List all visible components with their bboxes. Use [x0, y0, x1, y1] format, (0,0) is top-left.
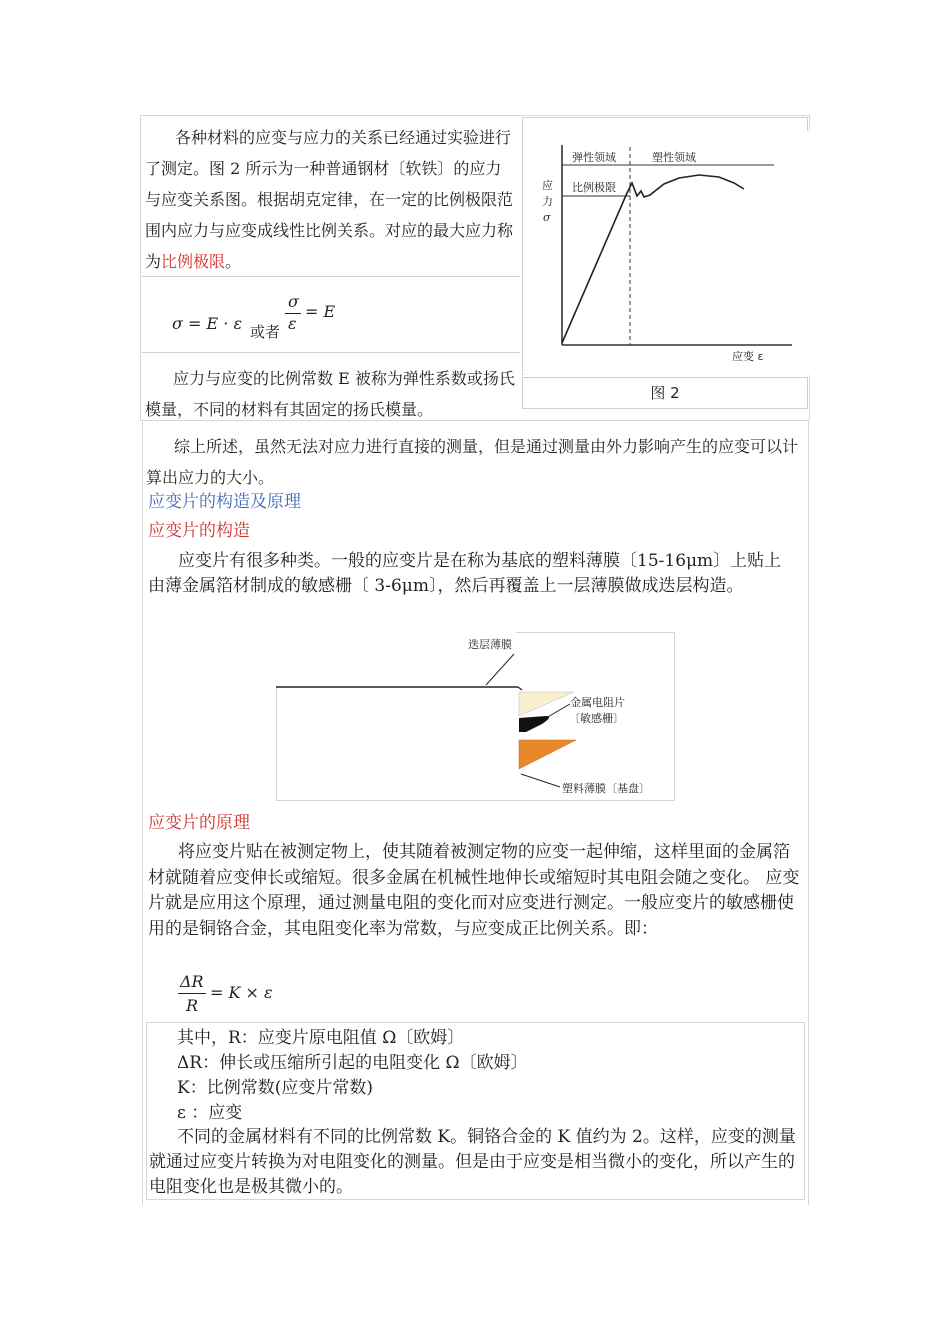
definition-r: 其中，R：应变片原电阻值 Ω〔欧姆〕 — [177, 1028, 465, 1048]
construction-heading: 应变片的构造 — [148, 521, 250, 541]
summary-paragraph: 综上所述，虽然无法对应力进行直接的测量，但是通过测量由外力影响产生的应变可以计算出应力的大小。 — [146, 437, 799, 487]
definition-k: K：比例常数(应变片常数) — [177, 1078, 373, 1098]
formula-or: 或者 — [250, 323, 281, 341]
label-elastic: 弹性领域 — [572, 151, 616, 164]
y-label-1: 应 — [542, 179, 553, 192]
figure2-caption: 图 2 — [650, 384, 680, 402]
resistance-formula — [178, 972, 318, 1020]
rf-num: ΔR — [180, 972, 204, 991]
intro-end: 。 — [225, 252, 242, 271]
formula-frac-num: σ — [288, 292, 299, 311]
x-label: 应变 ε — [732, 350, 764, 363]
content-left-border — [142, 422, 143, 1205]
label-metal-2: 〔敏感栅〕 — [569, 712, 624, 725]
intro-text: 各种材料的应变与应力的关系已经通过实验进行了测定。图 2 所示为一种普通钢材〔软铁〕的应力与应变关系图。根据胡克定律，在一定的比例极限范围内应力与应变成线性比例关系。对应的最大应力称为 — [145, 128, 514, 271]
formula-cell-divider — [142, 352, 520, 353]
y-label-3: σ — [543, 211, 551, 224]
rf-den: R — [186, 996, 199, 1015]
definition-delta-r: ΔR：伸长或压缩所引起的电阻变化 Ω〔欧姆〕 — [177, 1053, 528, 1073]
strain-gauge-structure-figure — [276, 632, 676, 802]
youngs-modulus-paragraph: 应力与应变的比例常数 E 被称为弹性系数或扬氏模量，不同的材料有其固定的扬氏模量。 — [145, 369, 515, 419]
proportional-limit-term: 比例极限 — [161, 252, 226, 271]
chart-bg — [524, 131, 810, 375]
hooke-formula — [172, 292, 372, 342]
principle-body: 将应变片贴在被测定物上，使其随着被测定物的应变一起伸缩，这样里面的金属箔材就随着应变伸长或缩短。很多金属在机械性地伸长或缩短时其电阻会随之变化。 应变片就是应用这个原理，通过测量电阻的变化而对应变进行测定。一般应变片的敏感栅使用的是铜铬合金，其电阻变化率为常数，与应变成正比例关系。即： — [148, 842, 800, 939]
content-right-border — [808, 422, 809, 1205]
intro-cell — [142, 117, 520, 277]
stress-strain-chart — [524, 131, 810, 375]
label-cover-film: 迭层薄膜 — [468, 638, 512, 651]
label-metal-1: 金属电阻片 — [570, 696, 625, 709]
label-plastic: 塑性领域 — [652, 151, 696, 164]
rf-right: = K × ε — [210, 983, 273, 1002]
section-heading: 应变片的构造及原理 — [148, 492, 301, 512]
formula-frac-den: ε — [288, 314, 297, 333]
formula-left: σ = E · ε — [172, 314, 243, 333]
intro-paragraph — [145, 122, 517, 277]
definition-epsilon: ε ：应变 — [177, 1103, 243, 1123]
figure2-caption-cell — [522, 377, 808, 409]
rf-bar — [178, 993, 206, 994]
construction-body: 应变片有很多种类。一般的应变片是在称为基底的塑料薄膜〔15-16μm〕上贴上由薄金属箔材制成的敏感栅〔 3-6μm〕，然后再覆盖上一层薄膜做成迭层构造。 — [148, 551, 782, 596]
y-label-2: 力 — [542, 195, 553, 208]
definitions-box — [146, 1022, 805, 1200]
formula-right: = E — [305, 302, 336, 321]
label-base: 塑料薄膜〔基盘〕 — [562, 782, 650, 795]
closing-paragraph: 不同的金属材料有不同的比例常数 K。铜铬合金的 K 值约为 2。这样，应变的测量就通过应变片转换为对电阻变化的测量。但是由于应变是相当微小的变化，所以产生的电阻变化也是极其微小的。 — [149, 1127, 796, 1197]
principle-heading: 应变片的原理 — [148, 813, 250, 833]
label-proportional: 比例极限 — [572, 181, 616, 194]
